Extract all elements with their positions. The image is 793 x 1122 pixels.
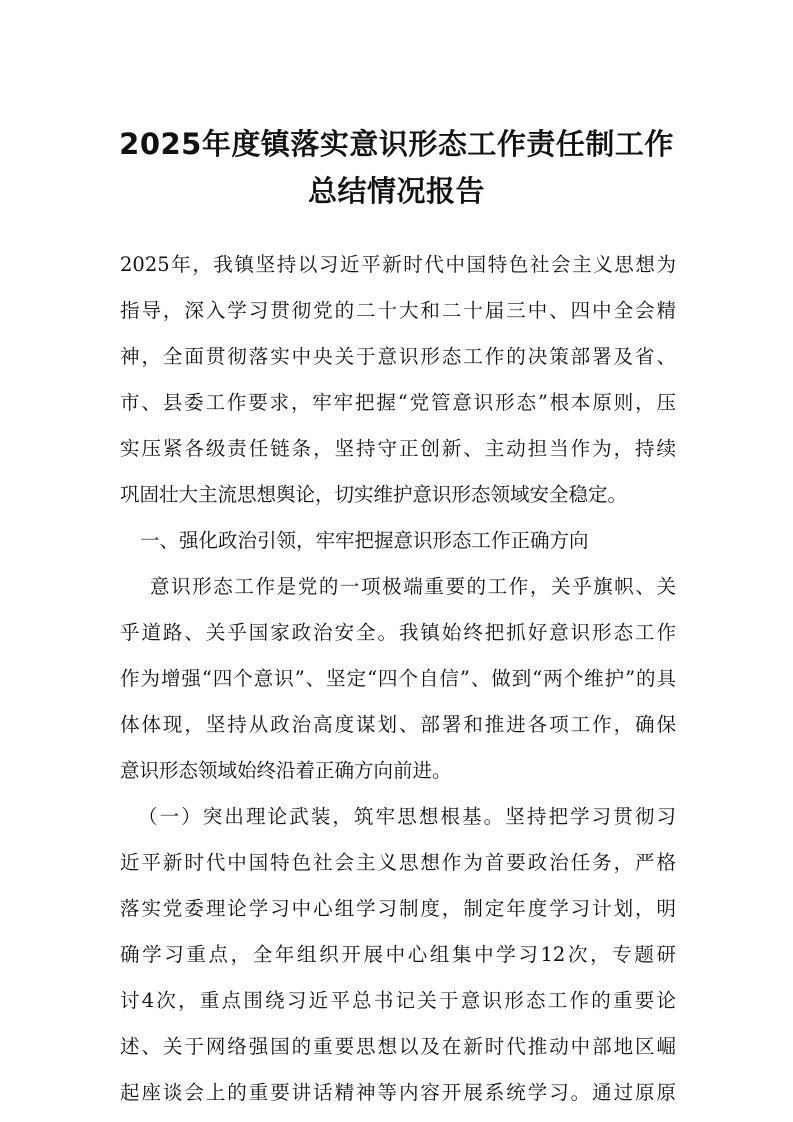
subsection-1-line: 起座谈会上的重要讲话精神等内容开展系统学习。通过原原 — [120, 1081, 676, 1104]
section-1-line: 作为增强“四个意识”、坚定“四个自信”、做到“两个维护”的具 — [120, 667, 676, 690]
intro-line: 指导，深入学习贯彻党的二十大和二十届三中、四中全会精 — [120, 299, 676, 322]
subsection-1-line: 落实党委理论学习中心组学习制度，制定年度学习计划，明 — [120, 897, 676, 920]
intro-line: 实压紧各级责任链条，坚持守正创新、主动担当作为，持续 — [120, 437, 676, 460]
subsection-1-line: 确学习重点，全年组织开展中心组集中学习12次，专题研 — [120, 943, 676, 966]
subsection-1-line: （一）突出理论武装，筑牢思想根基。坚持把学习贯彻习 — [138, 805, 676, 828]
section-1-line: 意识形态工作是党的一项极端重要的工作，关乎旗帜、关 — [150, 575, 676, 598]
title-line-1: 2025年度镇落实意识形态工作责任制工作 — [119, 127, 674, 161]
section-1-line: 体体现，坚持从政治高度谋划、部署和推进各项工作，确保 — [120, 713, 676, 736]
document-body — [120, 242, 676, 1116]
subsection-1-line: 讨4次，重点围绕习近平总书记关于意识形态工作的重要论 — [120, 989, 676, 1012]
section-heading-1: 一、强化政治引领，牢牢把握意识形态工作正确方向 — [140, 529, 589, 552]
section-1-line: 乎道路、关乎国家政治安全。我镇始终把抓好意识形态工作 — [120, 621, 676, 644]
intro-line: 2025年，我镇坚持以习近平新时代中国特色社会主义思想为 — [120, 253, 676, 276]
intro-line: 神，全面贯彻落实中央关于意识形态工作的决策部署及省、 — [120, 345, 676, 368]
subsection-1-line: 近平新时代中国特色社会主义思想作为首要政治任务，严格 — [120, 851, 676, 874]
document-title — [100, 121, 693, 215]
intro-line: 巩固壮大主流思想舆论，切实维护意识形态领域安全稳定。 — [120, 483, 628, 506]
title-line-2: 总结情况报告 — [307, 174, 485, 208]
intro-line: 市、县委工作要求，牢牢把握“党管意识形态”根本原则，压 — [120, 391, 676, 414]
section-1-line: 意识形态领域始终沿着正确方向前进。 — [120, 759, 452, 782]
subsection-1-line: 述、关于网络强国的重要思想以及在新时代推动中部地区崛 — [120, 1035, 676, 1058]
